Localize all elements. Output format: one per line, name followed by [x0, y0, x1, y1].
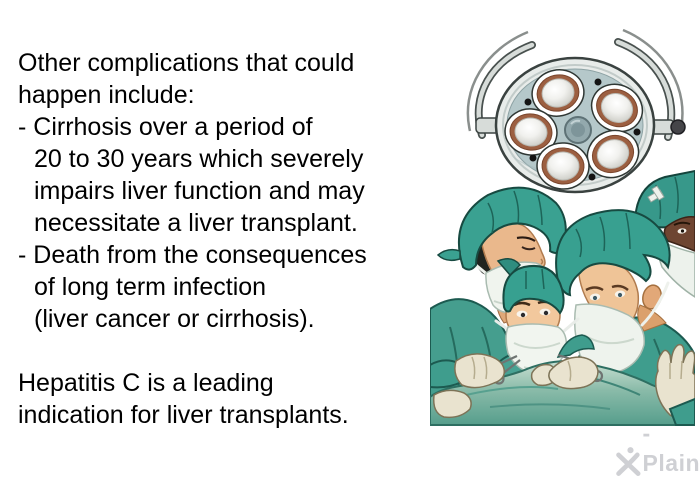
xplain-watermark	[616, 420, 700, 478]
light-knob-right	[671, 120, 685, 134]
text-line: - Cirrhosis over a period of	[18, 113, 313, 141]
text-line: 20 to 30 years which severely	[34, 145, 364, 173]
text-line: Hepatitis C is a leading	[18, 369, 274, 397]
text-line: Other complications that could	[18, 49, 355, 77]
text-line: happen include:	[18, 81, 195, 109]
light-center-knob	[565, 117, 591, 143]
surgery-illustration	[430, 5, 695, 427]
text-line: indication for liver transplants.	[18, 401, 349, 429]
surgical-light	[476, 58, 685, 192]
text-line: - Death from the consequences	[18, 241, 367, 269]
xplain-person-icon	[616, 442, 642, 478]
text-line: of long term infection	[34, 273, 267, 301]
body-text	[18, 47, 430, 431]
text-line: impairs liver function and may	[34, 177, 365, 205]
text-line: necessitate a liver transplant.	[34, 209, 358, 237]
text-line: (liver cancer or cirrhosis).	[34, 305, 315, 333]
xplain-brand-text: -Plain	[642, 420, 700, 476]
